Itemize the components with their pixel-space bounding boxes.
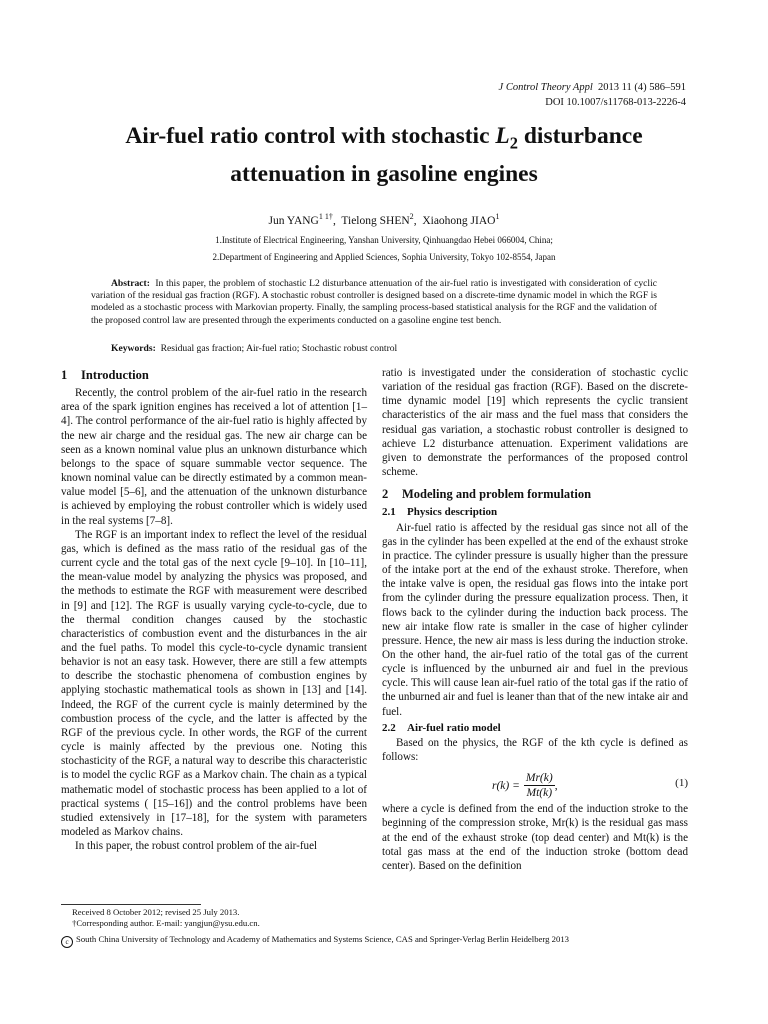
subsection-heading: 2.2 Air-fuel ratio model	[382, 721, 501, 734]
paragraph: The RGF is an important index to reflect the level of the residual gas, which is defined as the mass ratio of the residual gas of the current cycle and the total gas of the next cycle [9–10]. In [10–11], the mean-value model by analyzing the physics was proposed, and the methods to estimate the RGF with measurement were described in [9] and [12]. The RGF is usually varying cycle-to-cycle, due to the thermal condition changes caused by the stochastic characteristics of combustion event and the disturbances in the air and the fuel paths. To model this cycle-to-cycle dynamic transient behavior is not an easy task. However, there are still a few attempts to describe the stochastic phenomena of combustion engines by applying stochastic mathematical tools as shown in [13] and [14]. Indeed, the RGF of the current cycle is mainly determined by the combustion process of the cycle, and the latter is affected by the RGF of the previous cycle. In other words, the RGF of the current cycle is mainly affected by the previous one. Noting this stochasticity of the RGF, a natural way to describe this characteristic is to model the cyclic RGF as a Markov chain. The chain as a typical mathematic model of stochastic process has been applied to a lot of practical systems ( [15–16]) and the control problems have been studied extensively in [17–18], for the system with parameters modeled as Markov chains.	[61, 528, 367, 838]
author-3: Xiaohong JIAO	[422, 214, 496, 227]
author-list: Jun $YANG^{1 1\dagger}$, Tielong SHEN$^2$, Xiaohong JIAO$^1$	[268, 212, 500, 227]
abstract-label: Abstract:	[111, 278, 150, 289]
abstract-text: In this paper, the problem of stochastic L2 disturbance attenuation of the air-fuel ratio is investigated with consideration of cyclic variation of the residual gas fraction (RGF). A stochastic robust controller is designed based on a discrete-time dynamic model in which the RGF is modeled as a stochastic process with Markovian property. Finally, the sampling process-based statistical analysis for the RGF and the validation of the proposed control law are presented through the experiments conducted on a gasoline engine test bench.	[91, 278, 658, 326]
keywords: Keywords: Residual gas fraction; Air-fuel ratio; Stochastic robust control	[111, 343, 398, 354]
copyright-icon: c	[61, 936, 73, 948]
abstract	[91, 278, 657, 327]
affiliation-1: 1.Institute of Electrical Engineering, Yanshan University, Qinhuangdao Hebei 066004, China;	[215, 235, 553, 245]
footnote-rule	[61, 904, 201, 905]
journal-header	[499, 80, 686, 110]
left-column	[61, 366, 367, 853]
affiliation-2: 2.Department of Engineering and Applied Sciences, Sophia University, Tokyo 102-8554, Japan	[212, 252, 556, 262]
section-heading: 2 Modeling and problem formulation	[382, 487, 592, 502]
equation-number: (1)	[675, 777, 688, 790]
equation-1: r(k) = $\frac{Mr(k)}{Mt(k)}$ , (1)	[492, 772, 688, 800]
author-2: Tielong SHEN	[341, 214, 410, 227]
footnote-received: Received 8 October 2012; revised 25 July 2013.	[72, 907, 240, 917]
paragraph: ratio is investigated under the consideration of stochastic cyclic variation of the residual gas fraction (RGF). Based on the discrete-time dynamic model [19] which represents the cyclic transient characteristics of the air mass and the fuel mass that considers the residual gas variation, a stochastic robust controller is designed to achieve L2 disturbance attenuation. Experiment validations are given to demonstrate the performances of the proposed control scheme.	[382, 367, 688, 479]
subsection-heading: 2.1 Physics description	[382, 506, 498, 519]
paragraph: where a cycle is defined from the end of the induction stroke to the beginning of the compression stroke, Mr(k) is the residual gas mass at the end of the exhaust stroke (top dead center) and Mt(k) is the total gas mass at the end of the induction stroke (bottom dead center). Based on the definition	[382, 803, 688, 872]
journal-citation: 2013 11 (4) 586–591	[598, 82, 686, 93]
right-column	[382, 366, 688, 873]
paragraph: Recently, the control problem of the air-fuel ratio in the research area of the spark ignition engines has received a lot of attention [1–4]. The control performance of the air-fuel ratio is highly affected by the new air charge and the residual gas. The new air charge can be seen as a known nominal value plus an unknown disturbance which belongs to the space of square summable vector sequence. The known nominal value can be directly estimated by a common mean-value model [5–6], and the attenuation of the unknown disturbance is achieved by employing the robust controller which is widely used in the real systems [7–8].	[61, 387, 367, 527]
footnote-corresponding: †Corresponding author. E-mail: yangjun@ysu.edu.cn.	[72, 918, 260, 928]
journal-name: J Control Theory Appl	[498, 82, 593, 93]
fraction: $\frac{Mr(k)}{Mt(k)}$	[525, 772, 553, 800]
copyright: c South China University of Technology and Academy of Mathematics and Systems Science, CAS and Springer-Verlag Berlin Heidelberg 2013	[61, 934, 569, 948]
section-heading: 1 Introduction	[61, 368, 149, 382]
doi: DOI 10.1007/s11768-013-2226-4	[545, 97, 686, 108]
author-1: Jun YANG	[268, 214, 319, 227]
paragraph: Air-fuel ratio is affected by the residual gas since not all of the gas in the cylinder has been expelled at the end of the exhaust stroke in practice. The cylinder pressure is usually higher than the pressure of the intake port at the end of the exhaust stroke. Therefore, when the intake valve is open, the residual gas flows into the intake port from the cylinder during the pressure equalization process. Then, it flows back to the cylinder during the induction back process. The new air intake flow rate is smaller in the case of higher cylinder pressure. Hence, the new air mass is less during the induction stroke. On the other hand, the air-fuel ratio of the total gas of the current cycle is influenced by the unburned air and fuel in the previous cycle. This will cause lean air-fuel ratio of the total gas if the ratio of the unburned air and fuel is leaner than that of the new intake air and fuel.	[382, 521, 688, 718]
paragraph: In this paper, the robust control problem of the air-fuel	[75, 840, 318, 853]
paragraph: Based on the physics, the RGF of the kth cycle is defined as follows:	[382, 736, 688, 764]
paper-title: Air-fuel ratio control with stochastic $L_2$ disturbance attenuation in gasoline engines	[125, 123, 643, 187]
